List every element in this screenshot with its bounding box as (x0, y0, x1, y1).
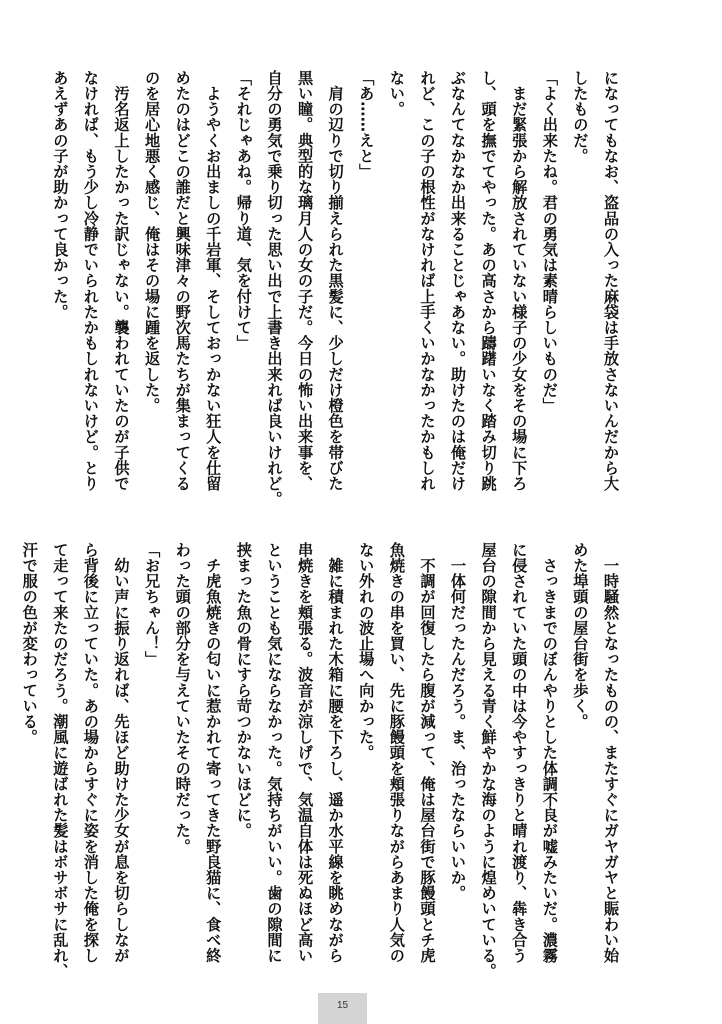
text-line: ない。 (387, 70, 406, 117)
text-line: 一体何だったんだろう。ま、治ったならいいか。 (449, 542, 468, 901)
page-number: 15 (318, 993, 367, 1024)
text-line: 肩の辺りで切り揃えられた黒髪に、少しだけ橙色を帯びた (326, 70, 345, 492)
text-line: 汗で服の色が変わっている。 (20, 542, 39, 745)
text-line: 屋台の隙間から見える青く鮮やかな海のように煌めいている。 (479, 542, 498, 979)
text-line: 魚焼きの串を買い、先に豚饅頭を頬張りながらあまり人気の (387, 542, 406, 964)
text-line: 不調が回復したら腹が減って、俺は屋台街で豚饅頭とチ虎 (418, 542, 437, 964)
text-line: 幼い声に振り返れば、先ほど助けた少女が息を切らしなが (112, 542, 131, 964)
text-block-lower (20, 542, 626, 982)
text-line: 挟まった魚の骨にすら苛つかないほどに。 (234, 542, 253, 839)
text-line: 自分の勇気で乗り切った思い出で上書き出来れば良いけれど。 (265, 70, 284, 507)
text-line: ようやくお出ましの千岩軍、そしておっかない狂人を仕留 (204, 70, 223, 492)
text-line: したものだ。 (571, 70, 590, 164)
text-line: 「お兄ちゃん！」 (143, 542, 162, 667)
text-line: れど、この子の根性がなければ上手くいかなかったかもしれ (418, 70, 437, 492)
text-line: チ虎魚焼きの匂いに惹かれて寄ってきた野良猫に、食べ終 (204, 542, 223, 964)
text-line: ぶなんてなかなか出来ることじゃあない。助けたのは俺だけ (449, 70, 468, 492)
text-line: 串焼きを頬張る。波音が涼しげで、気温自体は死ぬほど高い (296, 542, 315, 964)
text-line: に侵されていた頭の中は今やすっきりと晴れ渡り、犇き合う (510, 542, 529, 964)
text-line: し、頭を撫でてやった。あの高さから躊躇いなく踏み切り跳 (479, 70, 498, 492)
text-line: ら背後に立っていた。あの場からすぐに姿を消した俺を探し (81, 542, 100, 964)
text-line: 「あ……えと」 (357, 70, 376, 180)
text-line: のを居心地悪く感じ、俺はその場に踵を返した。 (143, 70, 162, 414)
text-line: ということも気にならなかった。気持ちがいい。歯の隙間に (265, 542, 284, 964)
text-line: 「よく出来たね。君の勇気は素晴らしいものだ」 (540, 70, 559, 414)
text-line: 黒い瞳。典型的な璃月人の女の子だ。今日の怖い出来事を、 (296, 70, 315, 492)
text-line: 雑に積まれた木箱に腰を下ろし、遥か水平線を眺めながら (326, 542, 345, 964)
text-line: なければ、もう少し冷静でいられたかもしれないけど。とり (81, 70, 100, 492)
text-line: あえずあの子が助かって良かった。 (51, 70, 70, 320)
text-line: 汚名返上したかった訳じゃない。襲われていたのが子供で (112, 70, 131, 492)
text-line: になってもなお、盗品の入った麻袋は手放さないんだから大 (602, 70, 620, 492)
text-line: 一時騒然となったものの、またすぐにガヤガヤと賑わい始 (602, 542, 620, 964)
text-line: て走って来たのだろう。潮風に遊ばれた髪はボサボサに乱れ、 (51, 542, 70, 979)
text-line: さっきまでのぼんやりとした体調不良が嘘みたいだ。濃霧 (540, 542, 559, 964)
text-line: まだ緊張から解放されていない様子の少女をその場に下ろ (510, 70, 529, 492)
text-line: 「それじゃあね。帰り道、気を付けて」 (234, 70, 253, 351)
text-line: ない外れの波止場へ向かった。 (357, 542, 376, 761)
text-block-upper (51, 70, 626, 507)
text-line: めた埠頭の屋台街を歩く。 (571, 542, 590, 730)
text-line: めたのはどこの誰だと興味津々の野次馬たちが集まってくる (173, 70, 192, 492)
text-line: わった頭の部分を与えていたその時だった。 (173, 542, 192, 854)
